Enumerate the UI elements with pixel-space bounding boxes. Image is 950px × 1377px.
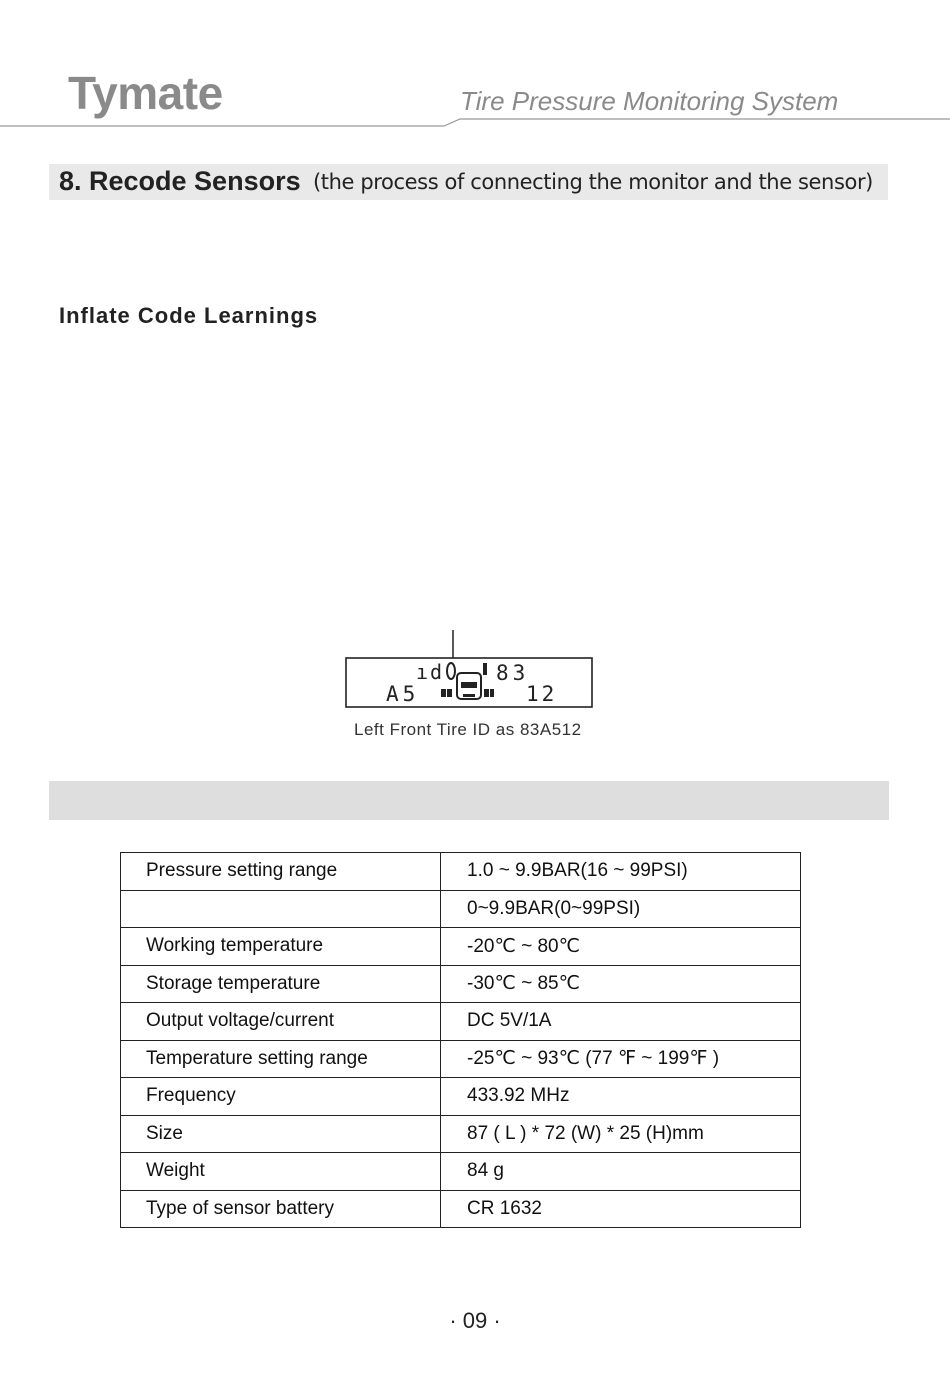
spec-label: Storage temperature (121, 965, 441, 1003)
spec-value: 1.0 ~ 9.9BAR(16 ~ 99PSI) (441, 853, 801, 891)
lcd-id-label: ıd (416, 660, 445, 684)
spec-label: Frequency (121, 1078, 441, 1116)
table-row (121, 928, 801, 966)
header-subtitle: Tire Pressure Monitoring System (460, 86, 839, 116)
spec-value: 433.92 MHz (441, 1078, 801, 1116)
spec-label: Size (121, 1115, 441, 1153)
lcd-id-low: 12 (526, 682, 558, 706)
spec-value: -20℃ ~ 80℃ (441, 928, 801, 966)
table-row (121, 1190, 801, 1228)
spec-value: CR 1632 (441, 1190, 801, 1228)
lcd-id-mid: A5 (386, 682, 420, 706)
header-divider (0, 112, 950, 132)
spec-label: Working temperature (121, 928, 441, 966)
table-row (121, 1040, 801, 1078)
spec-label: Output voltage/current (121, 1003, 441, 1041)
spec-label: Weight (121, 1153, 441, 1191)
section-title: 8. Recode Sensors (59, 166, 301, 196)
lcd-caption: Left Front Tire ID as 83A512 (354, 720, 582, 739)
section-note: (the process of connecting the monitor and the sensor) (313, 170, 873, 194)
spec-value: DC 5V/1A (441, 1003, 801, 1041)
table-row (121, 1003, 801, 1041)
table-row (121, 853, 801, 891)
lcd-id-high: 83 (496, 661, 530, 685)
spec-value: 84 g (441, 1153, 801, 1191)
brand-logo: Tymate (68, 67, 223, 119)
lcd-graphic (340, 628, 600, 714)
spec-value: 0~9.9BAR(0~99PSI) (441, 890, 801, 928)
table-row (121, 1115, 801, 1153)
spec-label: Type of sensor battery (121, 1190, 441, 1228)
spec-label (121, 890, 441, 928)
table-row (121, 965, 801, 1003)
section-band (49, 781, 889, 820)
spec-value: -30℃ ~ 85℃ (441, 965, 801, 1003)
table-row (121, 1078, 801, 1116)
spec-table (120, 852, 801, 1228)
spec-value: 87 ( L ) * 72 (W) * 25 (H)mm (441, 1115, 801, 1153)
spec-label: Pressure setting range (121, 853, 441, 891)
section-header (49, 164, 888, 200)
page-number: · 09 · (449, 1308, 501, 1333)
spec-label: Temperature setting range (121, 1040, 441, 1078)
subheading: Inflate Code Learnings (59, 303, 319, 328)
spec-value: -25℃ ~ 93℃ (77 ℉ ~ 199℉ ) (441, 1040, 801, 1078)
lcd-display-illustration (340, 628, 600, 714)
table-row (121, 890, 801, 928)
table-row (121, 1153, 801, 1191)
